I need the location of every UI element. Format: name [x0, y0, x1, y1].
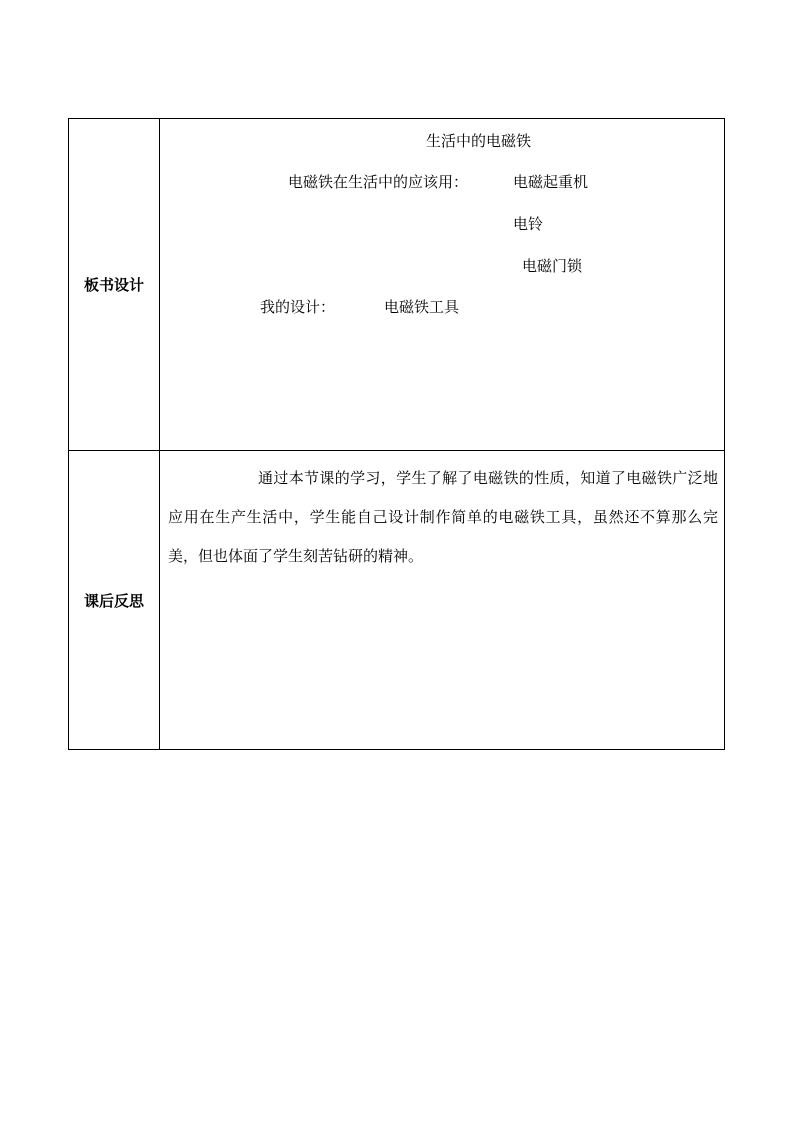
- reflection-label: 课后反思: [69, 451, 160, 750]
- board-application-2: 电铃: [513, 215, 544, 233]
- reflection-content: [160, 451, 725, 750]
- board-application-prefix: 电磁铁在生活中的应该用：: [288, 173, 469, 191]
- board-my-design-label: 我的设计：: [260, 298, 336, 316]
- board-design-row: [69, 119, 725, 451]
- reflection-text: 通过本节课的学习，学生了解了电磁铁的性质，知道了电磁铁广泛地应用在生产生活中，学生能自己设计制作简单的电磁铁工具，虽然还不算那么完美，但也体面了学生刻苦钻研的精神。: [168, 469, 718, 565]
- board-my-design-value: 电磁铁工具: [384, 298, 460, 316]
- board-title: 生活中的电磁铁: [426, 132, 532, 150]
- board-design-content: [160, 119, 725, 451]
- board-design-label: 板书设计: [69, 119, 160, 451]
- lesson-plan-table: [68, 118, 725, 750]
- reflection-row: [69, 451, 725, 750]
- board-application-1: 电磁起重机: [513, 173, 589, 191]
- board-application-3: 电磁门锁: [522, 257, 583, 275]
